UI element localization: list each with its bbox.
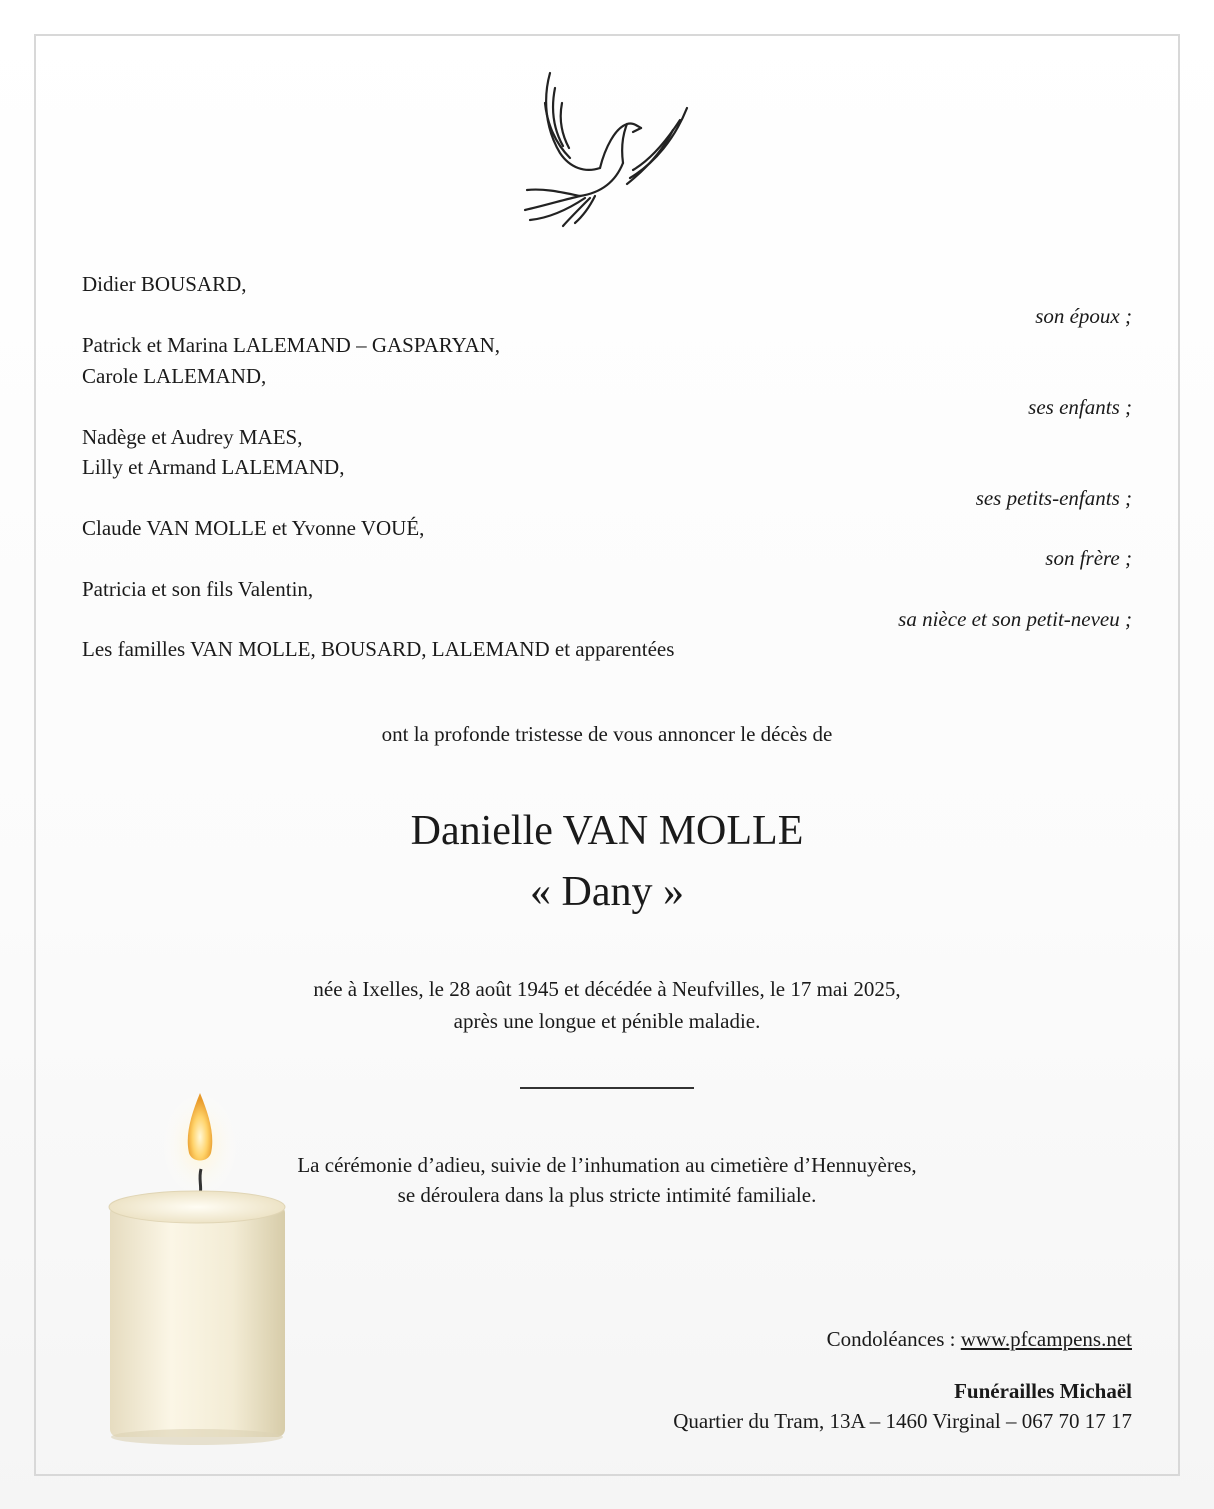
illness-line: après une longue et pénible maladie. [453,1009,761,1033]
spouse-relation: son époux ; [1035,304,1132,328]
grandchild-name: Nadège et Audrey MAES, [82,425,303,449]
child-name: Carole LALEMAND, [82,364,267,388]
sibling-name: Claude VAN MOLLE et Yvonne VOUÉ, [82,516,425,540]
condolences-link[interactable]: www.pfcampens.net [960,1327,1132,1351]
child-name: Patrick et Marina LALEMAND – GASPARYAN, [82,333,501,357]
families-line: Les familles VAN MOLLE, BOUSARD, LALEMAND et apparentées [82,637,675,661]
deceased-name: Danielle VAN MOLLE [410,808,804,854]
ceremony-line: La cérémonie d’adieu, suivie de l’inhumation au cimetière d’Hennuyères, [297,1153,917,1177]
niece-name: Patricia et son fils Valentin, [82,577,314,601]
children-relation: ses enfants ; [1028,395,1132,419]
separator-rule [520,1087,694,1089]
birth-death-dates: née à Ixelles, le 28 août 1945 et décédée à Neufvilles, le 17 mai 2025, [313,977,901,1001]
dove-icon [515,68,695,233]
niece-relation: sa nièce et son petit-neveu ; [898,607,1132,631]
grandchild-name: Lilly et Armand LALEMAND, [82,455,345,479]
sibling-relation: son frère ; [1045,546,1132,570]
deceased-nickname: « Dany » [530,869,684,915]
announcement: ont la profonde tristesse de vous annoncer le décès de [381,722,833,746]
spouse-name: Didier BOUSARD, [82,272,247,296]
funeral-home-address: Quartier du Tram, 13A – 1460 Virginal – 067 70 17 17 [673,1409,1132,1433]
ceremony-line: se déroulera dans la plus stricte intimité familiale. [397,1183,817,1207]
condolences-label: Condoléances : [826,1327,961,1351]
grandchildren-relation: ses petits-enfants ; [975,486,1132,510]
condolences [827,1326,1132,1352]
funeral-home-name: Funérailles Michaël [954,1379,1132,1403]
candle-icon [95,1085,315,1445]
